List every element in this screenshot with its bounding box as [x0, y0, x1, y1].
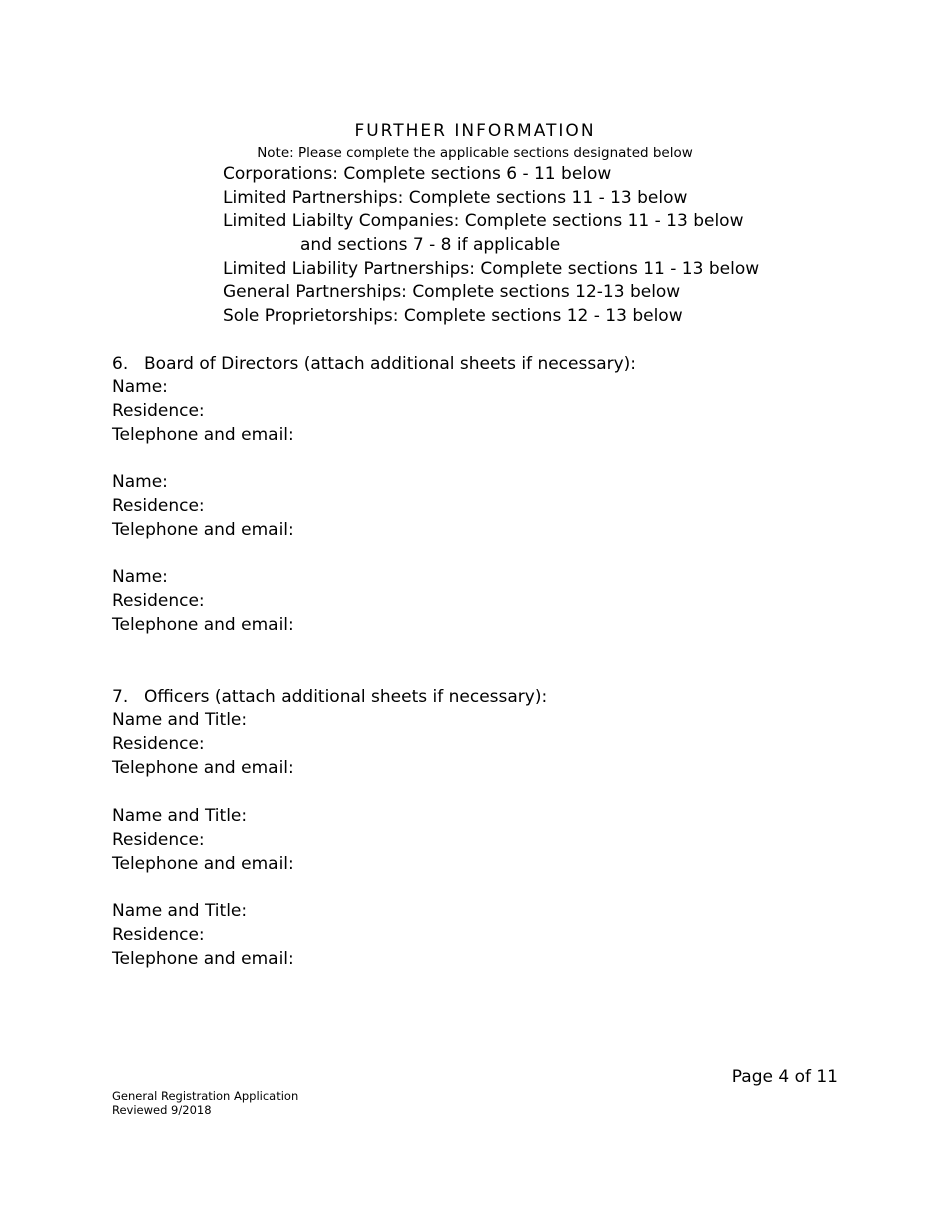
director-1-name-label: Name: — [112, 377, 168, 397]
officer-2-residence-label: Residence: — [112, 830, 205, 850]
page-title: FURTHER INFORMATION — [354, 121, 596, 141]
director-2-contact-label: Telephone and email: — [112, 520, 294, 540]
officer-3-contact-label: Telephone and email: — [112, 949, 294, 969]
instructions-note: Note: Please complete the applicable sections designated below — [257, 145, 693, 161]
instruction-llc-continued: and sections 7 - 8 if applicable — [300, 235, 561, 255]
director-1-contact-label: Telephone and email: — [112, 425, 294, 445]
page-number: Page 4 of 11 — [731, 1067, 838, 1087]
director-3-residence-label: Residence: — [112, 591, 205, 611]
instruction-general-partnerships: General Partnerships: Complete sections 12-13 below — [223, 282, 681, 302]
director-2-name-label: Name: — [112, 472, 168, 492]
section-6-heading — [112, 354, 636, 374]
section-6-title: Board of Directors (attach additional sheets if necessary): — [144, 354, 637, 374]
officer-1-name-title-label: Name and Title: — [112, 710, 248, 730]
section-7-title: Officers (attach additional sheets if necessary): — [144, 687, 548, 707]
officer-2-name-title-label: Name and Title: — [112, 806, 248, 826]
officer-1-contact-label: Telephone and email: — [112, 758, 294, 778]
section-7-number: 7. — [112, 687, 129, 707]
instruction-sole-proprietorships: Sole Proprietorships: Complete sections 12 - 13 below — [223, 306, 683, 326]
officer-3-residence-label: Residence: — [112, 925, 205, 945]
section-6-number: 6. — [112, 354, 129, 374]
instruction-llc: Limited Liabilty Companies: Complete sections 11 - 13 below — [223, 211, 744, 231]
director-3-name-label: Name: — [112, 567, 168, 587]
footer-form-name: General Registration Application — [112, 1089, 299, 1103]
section-7-heading — [112, 687, 547, 707]
officer-3-name-title-label: Name and Title: — [112, 901, 248, 921]
director-2-residence-label: Residence: — [112, 496, 205, 516]
officer-1-residence-label: Residence: — [112, 734, 205, 754]
footer-reviewed-date: Reviewed 9/2018 — [112, 1103, 212, 1117]
director-1-residence-label: Residence: — [112, 401, 205, 421]
officer-2-contact-label: Telephone and email: — [112, 854, 294, 874]
instruction-llp: Limited Liability Partnerships: Complete sections 11 - 13 below — [223, 259, 760, 279]
instruction-limited-partnerships: Limited Partnerships: Complete sections 11 - 13 below — [223, 188, 688, 208]
director-3-contact-label: Telephone and email: — [112, 615, 294, 635]
instruction-corporations: Corporations: Complete sections 6 - 11 below — [223, 164, 612, 184]
